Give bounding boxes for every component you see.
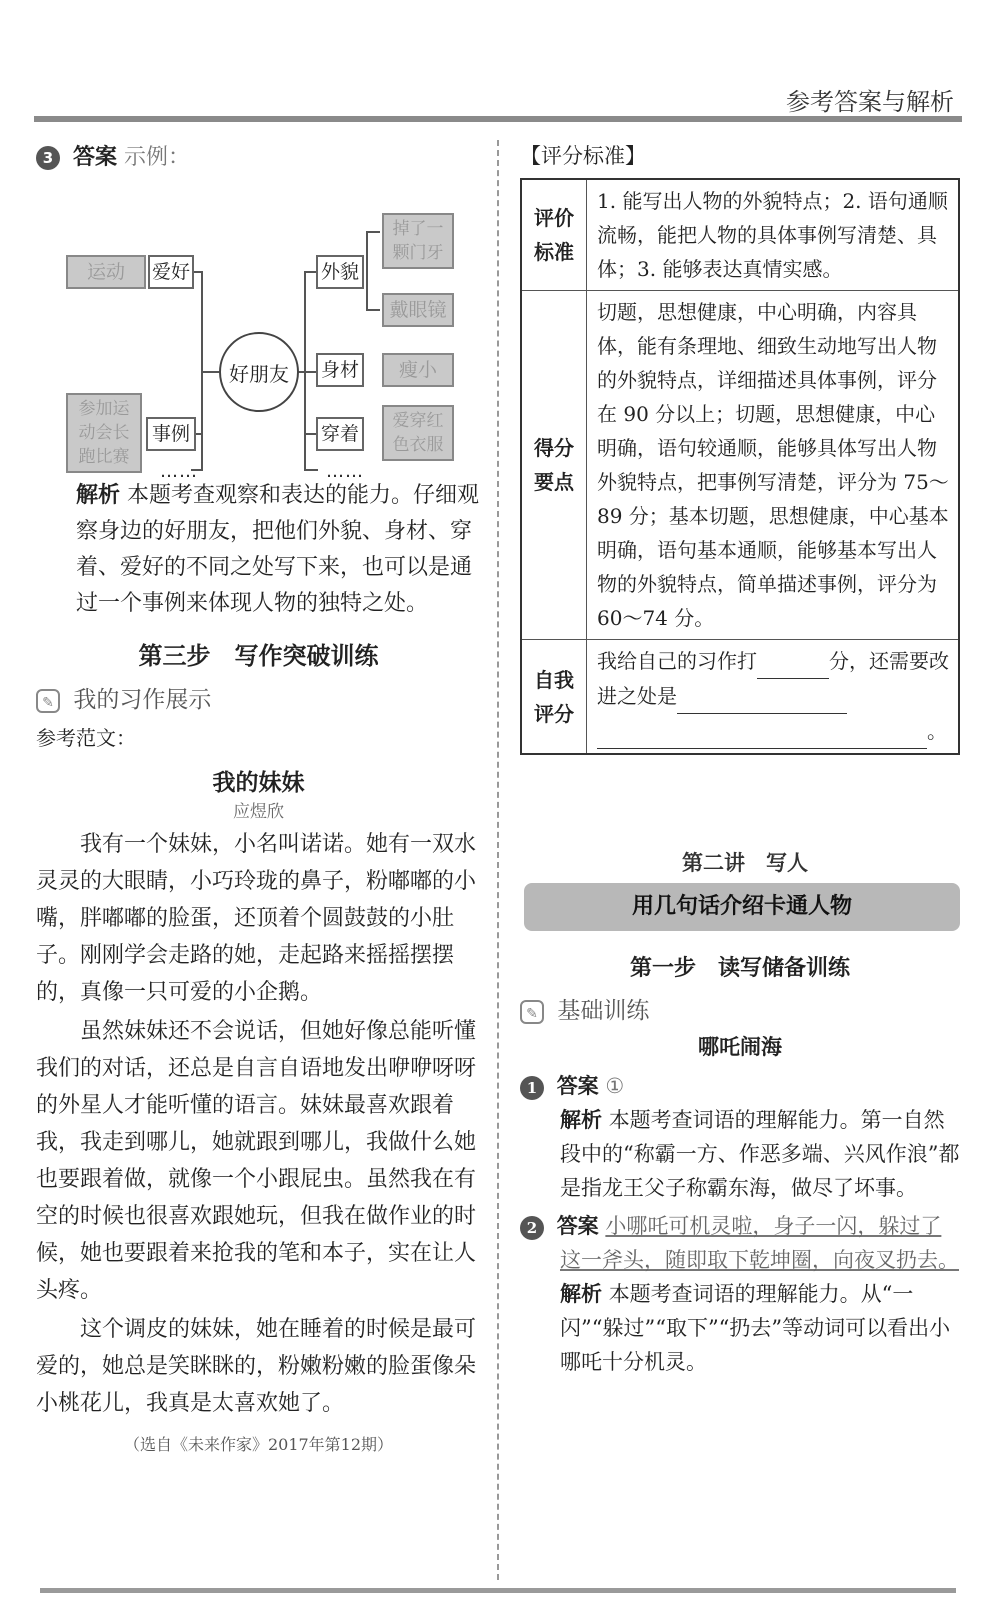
q2-answer-line [520,1209,960,1277]
self-score-cell [587,640,960,755]
build-label: 身材 [316,353,364,387]
connector [304,469,318,471]
rubric-table [520,178,960,755]
q2-analysis [520,1277,960,1379]
header-title: 参考答案与解析 [786,88,954,116]
essay-source: （选自《未来作家》2017年第12期） [123,1435,394,1454]
left-ellipsis: …… [160,461,198,482]
score-blank[interactable] [757,644,829,679]
row-label [521,179,587,291]
clothing-label: 穿着 [316,417,364,451]
footer-rule [40,1588,956,1593]
analysis-label: 解析 [560,1108,602,1132]
table-row [521,291,959,640]
mindmap-center: 好朋友 [219,332,299,412]
clothing-value: 爱穿红色衣服 [382,405,454,461]
analysis-label: 解析 [76,483,121,508]
q1-answer-line [520,1069,960,1103]
essay-title: 我的妹妹 [212,770,305,796]
row-label [521,640,587,755]
answer-label: 答案 [73,145,118,170]
example-label: 事例 [146,417,196,451]
section-head [520,992,960,1025]
step3-title [36,636,481,671]
left-column [36,140,481,1455]
improvement-blank[interactable] [677,679,847,714]
q3-answer-line [36,140,481,171]
answer-label: 答案 [556,1214,599,1238]
section-head [36,681,481,714]
lecture-title: 第二讲 写人 [682,851,808,875]
example-value: 参加运动会长跑比赛 [66,393,142,473]
q3-analysis [36,478,481,622]
self-score-text-a: 我给自己的习作打 [597,649,757,673]
appearance-value-1: 掉了一颗门牙 [382,213,454,269]
row-text: 切题，思想健康，中心明确，内容具体，能有条理地、细致生动地写出人物的外貌特点，详细描述具体事例，评分在 90 分以上；切题，思想健康，中心明确，语句较通顺，能够具体写出人物外貌特点，把事例写清楚，评分为 75～89 分；基本切题，思想健康，中心基本明确，语句基本通顺，能够基本写出人物的外貌特点，简单描述事例，评分为 60～74 分。 [587,291,960,640]
mind-map [36,171,481,482]
build-value: 瘦小 [382,353,454,387]
row-label-text: 评价标准 [534,206,574,264]
right-column [520,140,960,1379]
table-row [521,179,959,291]
row-label [521,291,587,640]
reference-label: 参考范文： [36,726,136,750]
step1-title: 第一步 读写储备训练 [629,956,850,981]
notebook-icon: ✎ [36,689,60,713]
essay-paragraph: 我有一个妹妹，小名叫诺诺。她有一双水灵灵的大眼睛，小巧玲珑的鼻子，粉嘟嘟的小嘴，胖嘟嘟的脸蛋，还顶着个圆鼓鼓的小肚子。刚刚学会走路的她，走起路来摇摇摆摆的，真像一只可爱的小企鹅。 [36,832,477,1005]
notebook-icon: ✎ [520,1000,544,1024]
analysis-text: 本题考查词语的理解能力。第一自然段中的“称霸一方、作恶多端、兴风作浪”都是指龙王父子称霸东海，做尽了坏事。 [560,1108,960,1200]
row-label-text: 得分要点 [534,436,574,494]
step3-title-text: 第三步 写作突破训练 [123,642,395,670]
answer-hint: 示例： [124,145,191,170]
hobby-label: 爱好 [148,255,194,289]
rubric-heading: 【评分标准】 [520,144,646,168]
q1-analysis [520,1103,960,1205]
analysis-text: 本题考查词语的理解能力。从“一闪”“躲过”“取下”“扔去”等动词可以看出小哪吒十分机灵。 [560,1282,951,1374]
appearance-value-2: 戴眼镜 [382,293,454,327]
connector [366,309,380,311]
lesson-banner [520,847,960,937]
appearance-label: 外貌 [316,255,364,289]
answer-label: 答案 [556,1074,599,1098]
question-number: 1 [520,1076,544,1100]
right-ellipsis: …… [326,461,364,482]
question-number: 3 [36,146,60,170]
row-text: 1. 能写出人物的外貌特点；2. 语句通顺流畅，能把人物的具体事例写清楚、具体；3. 能够表达真情实感。 [587,179,960,291]
self-score-text-b: 分，还需要改进之处是 [597,649,949,708]
header-rule [34,116,962,122]
text-title: 哪吒闹海 [698,1035,782,1059]
answer-text: ① [605,1074,625,1098]
essay-paragraph: 这个调皮的妹妹，她在睡着的时候是最可爱的，她总是笑眯眯的，粉嫩粉嫩的脸蛋像朵小桃花儿，我真是太喜欢她了。 [36,1317,477,1416]
self-score-end: 。 [927,719,947,743]
row-label-text: 自我评分 [534,667,574,726]
analysis-label: 解析 [560,1282,602,1306]
essay-paragraph: 虽然妹妹还不会说话，但她好像总能听懂我们的对话，还总是自言自语地发出咿咿呀呀的外星人才能听懂的语言。妹妹最喜欢跟着我，我走到哪儿，她就跟到哪儿，我做什么她也要跟着做，就像一个小跟屁虫。虽然我在有空的时候也很喜欢跟她玩，但我在做作业的时候，她也要跟着来抢我的笔和本子，实在让人头疼。 [36,1019,477,1303]
appearance-bracket [366,231,368,311]
table-row [521,640,959,755]
lesson-title: 用几句话介绍卡通人物 [524,883,960,931]
answer-text: 小哪吒可机灵啦，身子一闪，躲过了这一斧头，随即取下乾坤圈，向夜叉扔去。 [560,1214,959,1272]
improvement-blank-2[interactable] [597,714,927,749]
essay-author: 应煜欣 [233,802,284,822]
page-header [0,0,996,120]
column-divider [497,140,499,1580]
analysis-text: 本题考查观察和表达的能力。仔细观察身边的好朋友，把他们外貌、身材、穿着、爱好的不同之处写下来，也可以是通过一个事例来体现人物的独特之处。 [76,483,480,616]
connector [366,231,380,233]
hobby-value: 运动 [66,255,146,289]
section-title: 我的习作展示 [73,687,212,713]
left-connector [201,371,219,373]
question-number: 2 [520,1216,544,1240]
section-title: 基础训练 [557,998,650,1024]
